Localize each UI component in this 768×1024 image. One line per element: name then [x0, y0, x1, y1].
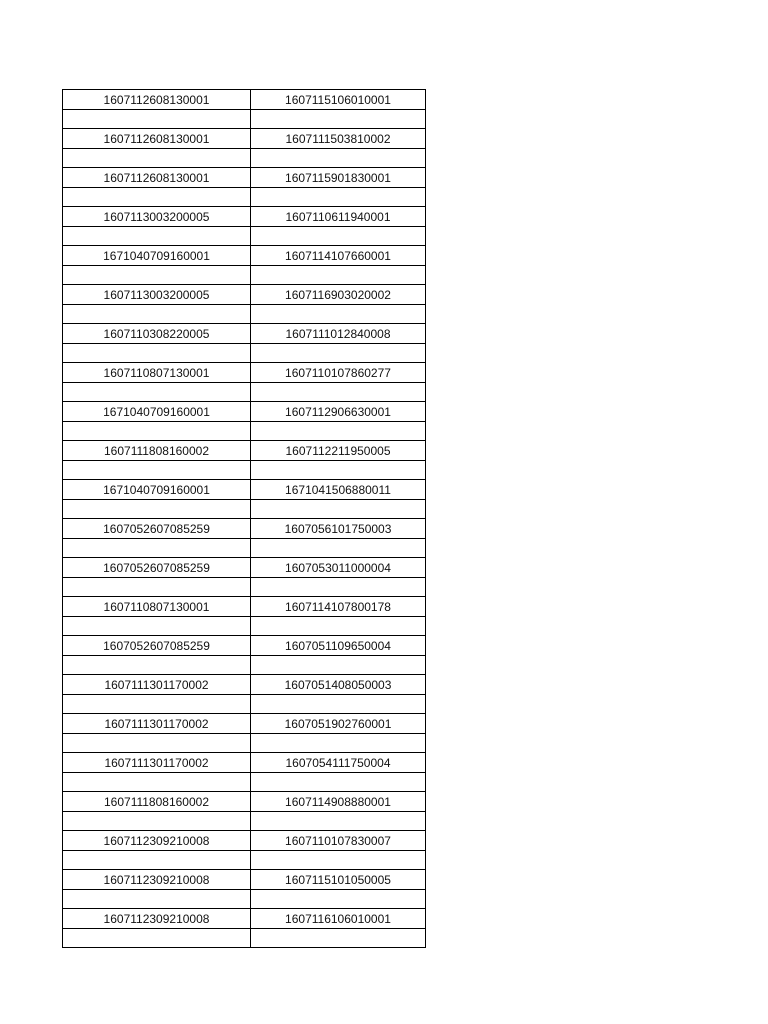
id-cell-right[interactable]: 1607051902760001	[251, 714, 426, 734]
id-cell-right[interactable]: 1607116903020002	[251, 285, 426, 305]
empty-cell[interactable]	[251, 344, 426, 363]
blank-row	[63, 929, 426, 948]
table-row	[63, 480, 426, 500]
id-cell-left[interactable]: 1607052607085259	[63, 558, 251, 578]
empty-cell[interactable]	[251, 266, 426, 285]
blank-row	[63, 539, 426, 558]
empty-cell[interactable]	[251, 500, 426, 519]
empty-cell[interactable]	[63, 266, 251, 285]
table-row	[63, 363, 426, 383]
id-cell-left[interactable]: 1607111301170002	[63, 675, 251, 695]
table-row	[63, 831, 426, 851]
id-cell-right[interactable]: 1607112906630001	[251, 402, 426, 422]
empty-cell[interactable]	[63, 344, 251, 363]
id-cell-right[interactable]: 1607115901830001	[251, 168, 426, 188]
empty-cell[interactable]	[251, 929, 426, 948]
empty-cell[interactable]	[63, 851, 251, 870]
blank-row	[63, 305, 426, 324]
id-cell-right[interactable]: 1607115106010001	[251, 90, 426, 110]
table-row	[63, 636, 426, 656]
id-cell-left[interactable]: 1607111808160002	[63, 441, 251, 461]
table-row	[63, 870, 426, 890]
empty-cell[interactable]	[63, 656, 251, 675]
id-cell-right[interactable]: 1607054111750004	[251, 753, 426, 773]
empty-cell[interactable]	[63, 812, 251, 831]
id-cell-right[interactable]: 1607114908880001	[251, 792, 426, 812]
blank-row	[63, 617, 426, 636]
empty-cell[interactable]	[63, 773, 251, 792]
empty-cell[interactable]	[251, 851, 426, 870]
id-cell-left[interactable]: 1607113003200005	[63, 285, 251, 305]
id-cell-left[interactable]: 1607111808160002	[63, 792, 251, 812]
table-row	[63, 402, 426, 422]
table-row	[63, 792, 426, 812]
id-cell-left[interactable]: 1607112608130001	[63, 168, 251, 188]
id-pairs-table	[62, 89, 426, 948]
table-row	[63, 324, 426, 344]
empty-cell[interactable]	[63, 890, 251, 909]
blank-row	[63, 110, 426, 129]
blank-row	[63, 422, 426, 441]
table-row	[63, 90, 426, 110]
empty-cell[interactable]	[251, 422, 426, 441]
id-cell-right[interactable]: 1607056101750003	[251, 519, 426, 539]
blank-row	[63, 500, 426, 519]
table-body	[63, 90, 426, 948]
empty-cell[interactable]	[63, 422, 251, 441]
empty-cell[interactable]	[63, 461, 251, 480]
table-row	[63, 168, 426, 188]
empty-cell[interactable]	[251, 110, 426, 129]
table-row	[63, 129, 426, 149]
id-cell-right[interactable]: 1607110107830007	[251, 831, 426, 851]
empty-cell[interactable]	[251, 617, 426, 636]
id-cell-left[interactable]: 1607052607085259	[63, 636, 251, 656]
id-cell-left[interactable]: 1607112608130001	[63, 90, 251, 110]
empty-cell[interactable]	[63, 695, 251, 714]
blank-row	[63, 266, 426, 285]
table-row	[63, 441, 426, 461]
id-cell-left[interactable]: 1607110807130001	[63, 363, 251, 383]
empty-cell[interactable]	[251, 890, 426, 909]
blank-row	[63, 578, 426, 597]
table-row	[63, 246, 426, 266]
empty-cell[interactable]	[251, 812, 426, 831]
id-cell-right[interactable]: 1607111012840008	[251, 324, 426, 344]
blank-row	[63, 773, 426, 792]
id-cell-right[interactable]: 1607051109650004	[251, 636, 426, 656]
empty-cell[interactable]	[63, 734, 251, 753]
blank-row	[63, 656, 426, 675]
empty-cell[interactable]	[251, 461, 426, 480]
table-row	[63, 519, 426, 539]
id-cell-right[interactable]: 1607116106010001	[251, 909, 426, 929]
empty-cell[interactable]	[251, 773, 426, 792]
empty-cell[interactable]	[63, 110, 251, 129]
table-row	[63, 207, 426, 227]
id-cell-left[interactable]: 1607110308220005	[63, 324, 251, 344]
table-row	[63, 675, 426, 695]
id-cell-right[interactable]: 1607115101050005	[251, 870, 426, 890]
empty-cell[interactable]	[251, 539, 426, 558]
empty-cell[interactable]	[63, 539, 251, 558]
id-cell-left[interactable]: 1607112309210008	[63, 909, 251, 929]
empty-cell[interactable]	[251, 578, 426, 597]
empty-cell[interactable]	[63, 929, 251, 948]
empty-cell[interactable]	[251, 695, 426, 714]
table-row	[63, 558, 426, 578]
id-cell-right[interactable]: 1671041506880011	[251, 480, 426, 500]
id-cell-left[interactable]: 1671040709160001	[63, 480, 251, 500]
blank-row	[63, 461, 426, 480]
id-cell-left[interactable]: 1607112608130001	[63, 129, 251, 149]
blank-row	[63, 851, 426, 870]
empty-cell[interactable]	[251, 734, 426, 753]
blank-row	[63, 227, 426, 246]
blank-row	[63, 149, 426, 168]
blank-row	[63, 695, 426, 714]
table-row	[63, 753, 426, 773]
blank-row	[63, 383, 426, 402]
id-cell-right[interactable]: 1607053011000004	[251, 558, 426, 578]
empty-cell[interactable]	[63, 578, 251, 597]
id-cell-left[interactable]: 1607112309210008	[63, 831, 251, 851]
blank-row	[63, 734, 426, 753]
id-cell-left[interactable]: 1607111301170002	[63, 753, 251, 773]
id-cell-right[interactable]: 1607114107660001	[251, 246, 426, 266]
empty-cell[interactable]	[63, 227, 251, 246]
blank-row	[63, 890, 426, 909]
table-row	[63, 714, 426, 734]
empty-cell[interactable]	[63, 617, 251, 636]
id-cell-right[interactable]: 1607114107800178	[251, 597, 426, 617]
empty-cell[interactable]	[251, 383, 426, 402]
empty-cell[interactable]	[251, 149, 426, 168]
id-cell-right[interactable]: 1607112211950005	[251, 441, 426, 461]
empty-cell[interactable]	[63, 383, 251, 402]
id-cell-left[interactable]: 1607112309210008	[63, 870, 251, 890]
table-row	[63, 597, 426, 617]
empty-cell[interactable]	[63, 149, 251, 168]
id-cell-right[interactable]: 1607110611940001	[251, 207, 426, 227]
id-cell-right[interactable]: 1607051408050003	[251, 675, 426, 695]
id-cell-left[interactable]: 1607111301170002	[63, 714, 251, 734]
empty-cell[interactable]	[63, 500, 251, 519]
id-cell-left[interactable]: 1607052607085259	[63, 519, 251, 539]
table-row	[63, 285, 426, 305]
table-row	[63, 909, 426, 929]
empty-cell[interactable]	[251, 305, 426, 324]
id-cell-left[interactable]: 1607110807130001	[63, 597, 251, 617]
id-cell-left[interactable]: 1671040709160001	[63, 402, 251, 422]
blank-row	[63, 344, 426, 363]
empty-cell[interactable]	[251, 656, 426, 675]
id-cell-right[interactable]: 1607110107860277	[251, 363, 426, 383]
id-cell-right[interactable]: 1607111503810002	[251, 129, 426, 149]
blank-row	[63, 812, 426, 831]
id-cell-left[interactable]: 1671040709160001	[63, 246, 251, 266]
empty-cell[interactable]	[63, 305, 251, 324]
empty-cell[interactable]	[251, 227, 426, 246]
empty-cell[interactable]	[63, 188, 251, 207]
empty-cell[interactable]	[251, 188, 426, 207]
blank-row	[63, 188, 426, 207]
id-cell-left[interactable]: 1607113003200005	[63, 207, 251, 227]
